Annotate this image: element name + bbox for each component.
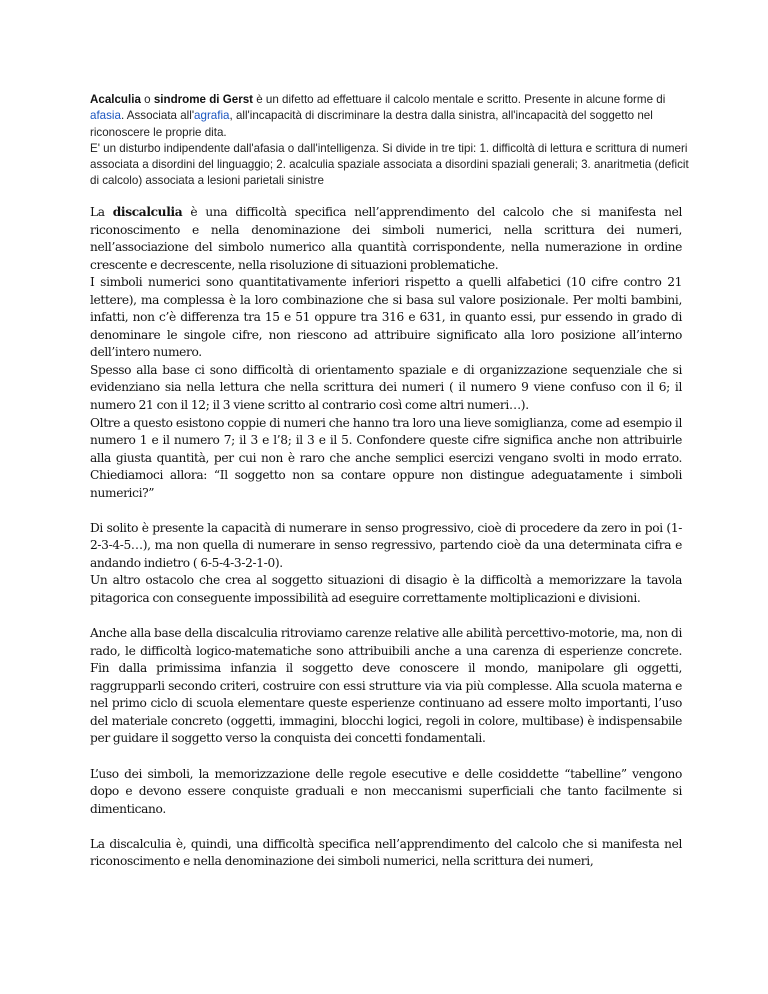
acalculia-term: Acalculia (90, 93, 141, 106)
intro-text: , all'incapacità di discriminare la destra dalla sinistra, all'incapacità del soggetto nel riconoscere le proprie dita. (90, 109, 653, 139)
intro-text: . Associata all' (120, 109, 195, 123)
paragraph-spatial-orientation: Spesso alla base ci sono difficoltà di orientamento spaziale e di organizzazione sequenziale che si evidenziano sia nella lettura che nella scrittura dei numeri ( il numero 9 viene confuso con il 6; il numero 21 con il 12; il 3 viene scritto al contrario così come altri numeri…). (90, 362, 682, 413)
paragraph-conclusion: La discalculia è, quindi, una difficoltà specifica nell’apprendimento del calcolo che si manifesta nel riconoscimento e nella denominazione dei simboli numerici, nella scrittura dei numeri, (90, 836, 682, 869)
agrafia-link[interactable]: agrafia (194, 109, 230, 123)
gerst-syndrome-term: sindrome di Gerst (153, 93, 254, 106)
main-text (90, 204, 682, 871)
intro-paragraph-2: E' un disturbo indipendente dall'afasia o dall'intelligenza. Si divide in tre tipi: 1. difficoltà di lettura e scrittura di numeri associata a disordini del linguaggio; 2. acalculia spaziale associata a disordini spaziali generali; 3. anaritmetia (deficit di calcolo) associata a lesioni parietali sinistre (90, 141, 689, 188)
paragraph-definition (90, 204, 682, 274)
intro-text: o (140, 93, 154, 106)
paragraph-perceptual-motor: Anche alla base della discalculia ritroviamo carenze relative alle abilità percettivo-motorie, ma, non di rado, le difficoltà logico-matematiche sono attribuibili anche a una carenza di esperienze concrete. Fin dalla primissima infanzia il soggetto deve conoscere il mondo, manipolare gli oggetti, raggrupparli secondo criteri, costruire con essi strutture via via più complesse. Alla scuola materna e nel primo ciclo di scuola elementare queste esperienze continuano ad essere molto importanti, l’uso del materiale concreto (oggetti, immagini, blocchi logici, regoli in colore, multibase) è indispensabile per guidare il soggetto verso la conquista dei concetti fondamentali. (90, 626, 682, 746)
paragraph-multiplication-table: Un altro ostacolo che crea al soggetto situazioni di disagio è la difficoltà a memorizzare la tavola pitagorica con conseguente impossibilità ad eseguire correttamente moltiplicazioni e divisioni. (90, 573, 682, 606)
afasia-link[interactable]: afasia (90, 109, 121, 123)
paragraph-counting: Di solito è presente la capacità di numerare in senso progressivo, cioè di procedere da zero in poi (1-2-3-4-5…), ma non quella di numerare in senso regressivo, partendo cioè da una determinata cifra e andando indietro ( 6-5-4-3-2-1-0). (90, 520, 682, 570)
intro-block (90, 92, 690, 190)
discalculia-term: discalculia (112, 205, 183, 219)
paragraph-numeric-symbols: I simboli numerici sono quantitativamente inferiori rispetto a quelli alfabetici (10 cifre contro 21 lettere), ma complessa è la loro combinazione che si basa sul valore posizionale. Per molti bambini, infatti, non c’è differenza tra 15 e 51 oppure tra 316 e 631, in quanto essi, pur essendo in grado di denominare le singole cifre, non riescono ad attribuire significato alla loro posizione all’interno dell’intero numero. (90, 275, 682, 360)
paragraph-number-pairs: Oltre a questo esistono coppie di numeri che hanno tra loro una lieve somiglianza, come ad esempio il numero 1 e il numero 7; il 3 e l’8; il 3 e il 5. Confondere queste cifre significa anche non attribuirle alla giusta quantità, per cui non è raro che anche semplici esercizi vengano svolti in modo errato. Chiediamoci allora: “Il soggetto non sa contare oppure non distingue adeguatamente i simboli numerici?” (90, 415, 682, 500)
intro-paragraph-1 (90, 92, 690, 141)
paragraph-symbols-use: L’uso dei simboli, la memorizzazione delle regole esecutive e delle cosiddette “tabelline” vengono dopo e devono essere conquiste graduali e non meccanismi superficiali che tanto facilmente si dimenticano. (90, 766, 682, 816)
intro-text: è un difetto ad effettuare il calcolo mentale e scritto. Presente in alcune forme di (253, 93, 666, 106)
body-text: La (90, 205, 113, 219)
body-text: è una difficoltà specifica nell’apprendimento del calcolo che si manifesta nel riconoscimento e nella denominazione dei simboli numerici, nella scrittura dei numeri, nell’associazione del simbolo numerico alla quantità corrispondente, nella numerazione in ordine crescente e decrescente, nella risoluzione di situazioni problematiche. (90, 205, 682, 272)
